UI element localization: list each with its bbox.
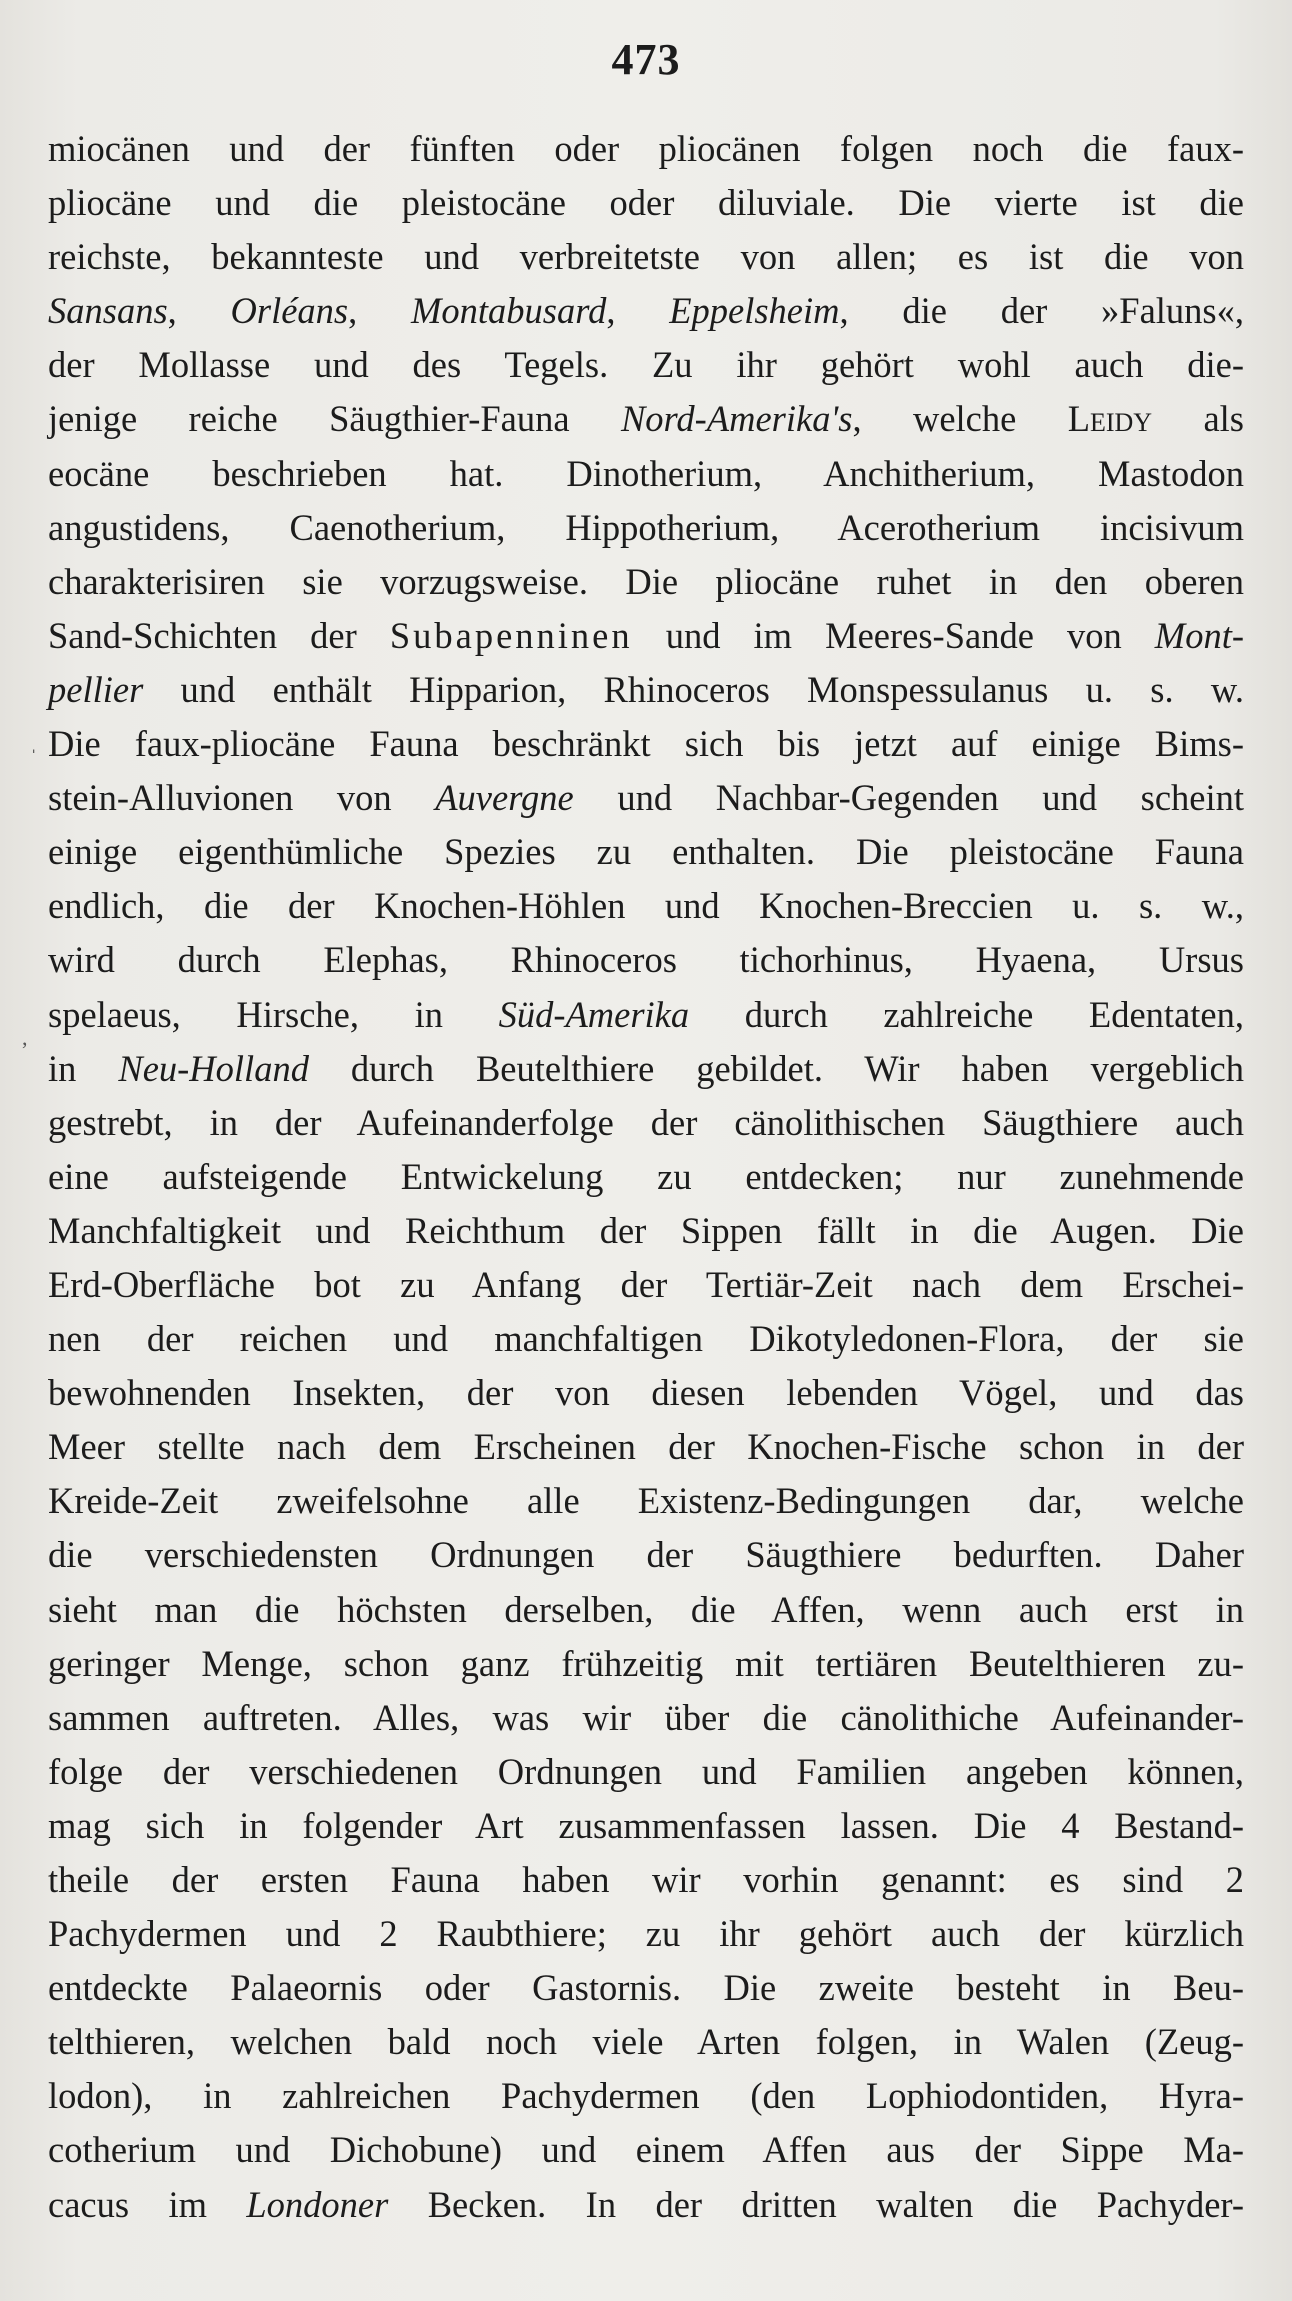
text-segment: , — [348, 290, 411, 332]
text-segment: nen der reichen und manchfaltigen Dikotyledonen-Flora, der sie — [48, 1318, 1244, 1360]
page-number: 473 — [611, 35, 681, 84]
text-segment: wird durch Elephas, Rhinoceros tichorhinus, Hyaena, Ursus — [48, 939, 1244, 981]
text-segment: mag sich in folgender Art zusammenfassen lassen. Die 4 Bestand- — [48, 1804, 1244, 1846]
text-segment: cacus im — [48, 2183, 247, 2225]
text-segment: Nord-Amerika's — [620, 398, 853, 440]
text-segment: eocäne beschrieben hat. Dinotherium, Anchitherium, Mastodon — [48, 452, 1244, 494]
text-segment: angustidens, Caenotherium, Hippotherium, Acerotherium incisivum — [48, 506, 1244, 548]
text-segment: sammen auftreten. Alles, was wir über die cänolithiche Aufeinander- — [48, 1696, 1244, 1738]
text-segment: eine aufsteigende Entwickelung zu entdecken; nur zunehmende — [48, 1155, 1244, 1197]
text-line — [48, 663, 1244, 717]
text-line — [48, 230, 1244, 284]
text-segment: Montabusard — [411, 290, 607, 332]
text-segment: sieht man die höchsten derselben, die Affen, wenn auch erst in — [48, 1588, 1244, 1630]
text-line — [48, 501, 1244, 555]
text-segment: charakterisiren sie vorzugsweise. Die pliocäne ruhet in den oberen — [48, 560, 1244, 602]
text-line — [48, 2069, 1244, 2123]
text-segment: Meer stellte nach dem Erscheinen der Knochen-Fische schon in der — [48, 1426, 1244, 1468]
text-line — [48, 1042, 1244, 1096]
text-segment: cotherium und Dichobune) und einem Affen aus der Sippe Ma- — [48, 2129, 1244, 2171]
text-line — [48, 1312, 1244, 1366]
text-segment: telthieren, welchen bald noch viele Arten folgen, in Walen (Zeug- — [48, 2021, 1244, 2063]
margin-mark: ˈ — [30, 745, 38, 770]
text-line — [48, 1096, 1244, 1150]
text-line — [48, 447, 1244, 501]
text-segment: durch Beutelthiere gebildet. Wir haben vergeblich — [308, 1047, 1244, 1089]
text-line — [48, 392, 1244, 446]
text-line — [48, 1366, 1244, 1420]
text-line — [48, 2015, 1244, 2069]
text-line — [48, 825, 1244, 879]
text-line — [48, 2123, 1244, 2177]
text-line — [48, 1583, 1244, 1637]
text-line — [48, 1907, 1244, 1961]
text-line — [48, 717, 1244, 771]
text-segment: endlich, die der Knochen-Höhlen und Knochen-Breccien u. s. w., — [48, 885, 1244, 927]
text-line — [48, 122, 1244, 176]
text-segment: Sansans — [48, 290, 168, 332]
text-segment: pliocäne und die pleistocäne oder diluviale. Die vierte ist die — [48, 182, 1244, 224]
text-line — [48, 933, 1244, 987]
text-segment: der Mollasse und des Tegels. Zu ihr gehört wohl auch die- — [48, 344, 1244, 386]
text-segment: folge der verschiedenen Ordnungen und Familien angeben können, — [48, 1750, 1244, 1792]
text-line — [48, 1204, 1244, 1258]
text-segment: Pachydermen und 2 Raubthiere; zu ihr gehört auch der kürzlich — [48, 1913, 1244, 1955]
text-segment: Auvergne — [435, 777, 574, 819]
text-segment: Manchfaltigkeit und Reichthum der Sippen fällt in die Augen. Die — [48, 1209, 1244, 1251]
text-segment: Leidy — [1067, 398, 1153, 440]
text-segment: Becken. In der dritten walten die Pachyder- — [388, 2183, 1244, 2225]
text-line — [48, 1853, 1244, 1907]
text-line — [48, 2178, 1244, 2232]
text-line — [48, 176, 1244, 230]
text-segment: spelaeus, Hirsche, in — [48, 993, 499, 1035]
text-segment: Erd-Oberfläche bot zu Anfang der Tertiär-Zeit nach dem Erschei- — [48, 1263, 1244, 1305]
text-segment: , die der »Faluns«, — [839, 290, 1245, 332]
text-segment: pellier — [48, 668, 144, 710]
text-segment: und Nachbar-Gegenden und scheint — [573, 777, 1245, 819]
text-line — [48, 1528, 1244, 1582]
margin-mark: , — [22, 1025, 28, 1050]
text-segment: jenige reiche Säugthier-Fauna — [48, 398, 621, 440]
text-segment: Die faux-pliocäne Fauna beschränkt sich bis jetzt auf einige Bims- — [48, 723, 1244, 765]
text-segment: Eppelsheim — [669, 290, 840, 332]
text-segment: , — [167, 290, 231, 332]
text-line — [48, 1474, 1244, 1528]
text-line — [48, 555, 1244, 609]
text-line — [48, 1745, 1244, 1799]
text-line — [48, 1637, 1244, 1691]
text-segment: Mont- — [1154, 614, 1244, 656]
text-segment: Sand-Schichten der — [48, 614, 390, 656]
text-line — [48, 1150, 1244, 1204]
text-segment: und enthält Hipparion, Rhinoceros Monspessulanus u. s. w. — [143, 668, 1244, 710]
text-segment: theile der ersten Fauna haben wir vorhin genannt: es sind 2 — [48, 1859, 1244, 1900]
text-segment: und im Meeres-Sande von — [632, 614, 1155, 656]
text-line — [48, 988, 1244, 1042]
text-segment: Kreide-Zeit zweifelsohne alle Existenz-Bedingungen dar, welche — [48, 1480, 1244, 1522]
text-line — [48, 284, 1244, 338]
text-segment: Subapenninen — [389, 614, 633, 656]
text-line — [48, 1258, 1244, 1312]
text-segment: geringer Menge, schon ganz frühzeitig mit tertiären Beutelthieren zu- — [48, 1642, 1244, 1684]
text-segment: stein-Alluvionen von — [48, 777, 436, 819]
text-line — [48, 1961, 1244, 2015]
text-line — [48, 338, 1244, 392]
text-line — [48, 1799, 1244, 1853]
text-line — [48, 1420, 1244, 1474]
text-segment: bewohnenden Insekten, der von diesen lebenden Vögel, und das — [48, 1372, 1244, 1414]
text-segment: reichste, bekannteste und verbreitetste von allen; es ist die von — [48, 236, 1244, 278]
text-segment: als — [1152, 398, 1244, 440]
text-segment: lodon), in zahlreichen Pachydermen (den Lophiodontiden, Hyra- — [48, 2075, 1244, 2117]
text-line — [48, 1691, 1244, 1745]
text-segment: die verschiedensten Ordnungen der Säugthiere bedurften. Daher — [48, 1534, 1244, 1576]
text-segment: entdeckte Palaeornis oder Gastornis. Die zweite besteht in Beu- — [48, 1967, 1244, 2009]
text-segment: Londoner — [246, 2183, 389, 2225]
text-segment: durch zahlreiche Edentaten, — [689, 993, 1244, 1035]
text-segment: Orléans — [230, 290, 349, 332]
text-segment: miocänen und der fünften oder pliocänen folgen noch die faux- — [48, 128, 1244, 169]
text-segment: , — [606, 290, 670, 332]
text-segment: in — [48, 1047, 119, 1089]
text-line — [48, 879, 1244, 933]
text-segment: gestrebt, in der Aufeinanderfolge der cänolithischen Säugthiere auch — [48, 1101, 1244, 1143]
text-segment: einige eigenthümliche Spezies zu enthalten. Die pleistocäne Fauna — [48, 831, 1244, 873]
text-segment: Süd-Amerika — [498, 993, 690, 1035]
text-line — [48, 771, 1244, 825]
text-line — [48, 609, 1244, 663]
text-segment: Neu-Holland — [118, 1047, 309, 1089]
text-segment: , welche — [852, 398, 1068, 440]
body-text — [48, 122, 1244, 2232]
